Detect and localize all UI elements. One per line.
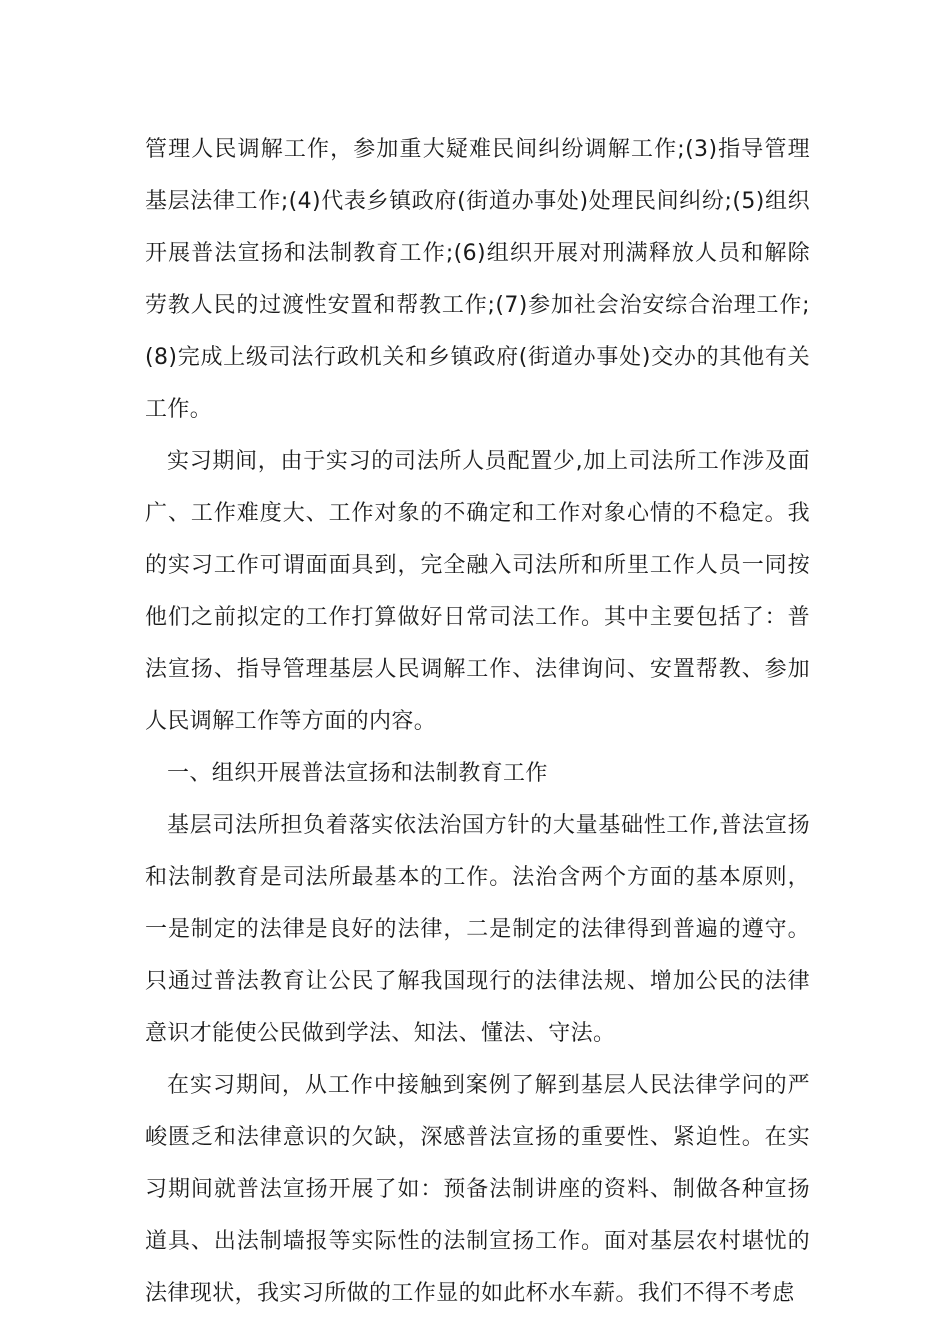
paragraph-legal-education: 基层司法所担负着落实依法治国方针的大量基础性工作,普法宣扬和法制教育是司法所最基本的工作。法治含两个方面的基本原则，一是制定的法律是良好的法律，二是制定的法律得到普遍的遵守。只通过普法教育让公民了解我国现行的法律法规、增加公民的法律意识才能使公民做到学法、知法、懂法、守法。: [145, 813, 810, 1046]
document-body: [145, 124, 810, 1320]
paragraph-internship-overview: 实习期间，由于实习的司法所人员配置少,加上司法所工作涉及面广、工作难度大、工作对象的不确定和工作对象心情的不稳定。我的实习工作可谓面面具到，完全融入司法所和所里工作人员一同按他们之前拟定的工作打算做好日常司法工作。其中主要包括了：普法宣扬、指导管理基层人民调解工作、法律询问、安置帮教、参加人民调解工作等方面的内容。: [145, 449, 810, 734]
section-heading: 一、组织开展普法宣扬和法制教育工作: [167, 761, 548, 786]
paragraph-internship-practice: 在实习期间，从工作中接触到案例了解到基层人民法律学问的严峻匮乏和法律意识的欠缺，深感普法宣扬的重要性、紧迫性。在实习期间就普法宣扬开展了如：预备法制讲座的资料、制做各种宣扬道具、出法制墙报等实际性的法制宣扬工作。面对基层农村堪忧的法律现状，我实习所做的工作显的如此杯水车薪。我们不得不考虑: [145, 1073, 810, 1306]
paragraph-duties: 管理人民调解工作，参加重大疑难民间纠纷调解工作;(3)指导管理基层法律工作;(4)代表乡镇政府(街道办事处)处理民间纠纷;(5)组织开展普法宣扬和法制教育工作;(6)组织开展对刑满释放人员和解除劳教人民的过渡性安置和帮教工作;(7)参加社会治安综合治理工作;(8)完成上级司法行政机关和乡镇政府(街道办事处)交办的其他有关工作。: [145, 137, 810, 422]
